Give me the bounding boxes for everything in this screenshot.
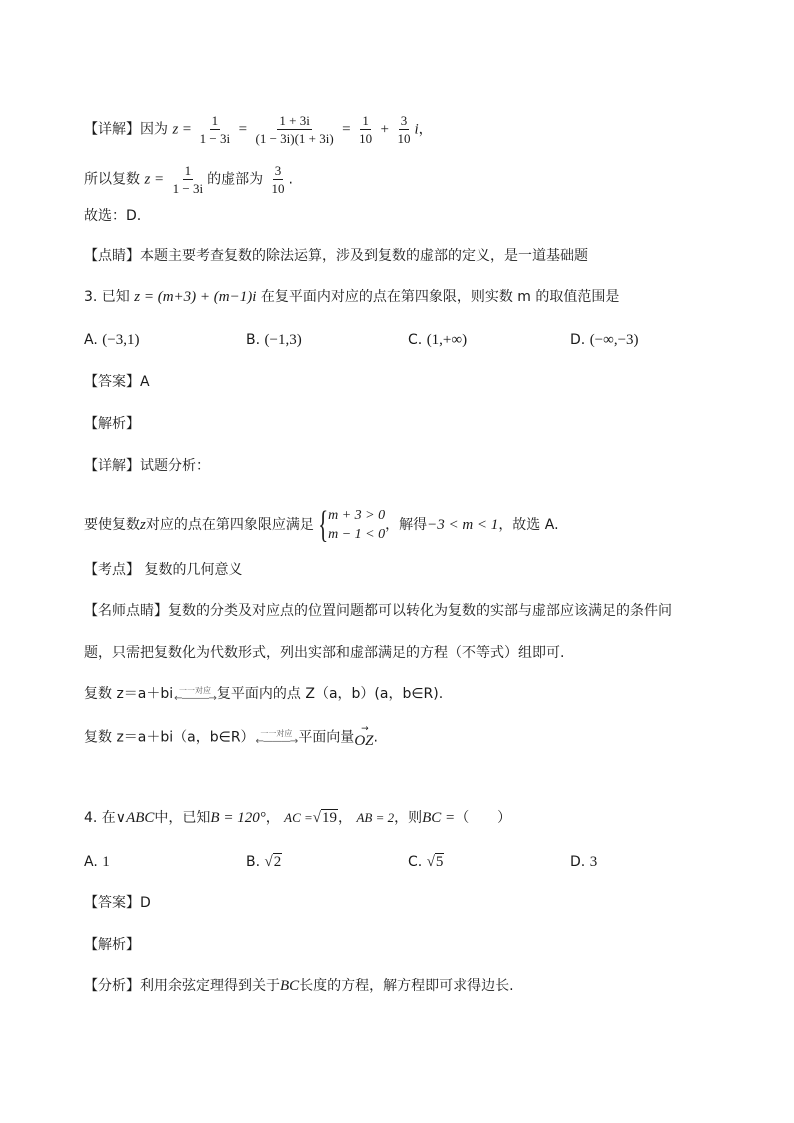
fraction-2: $\frac{1 + 3i}{(1 - 3i)(1 + 3i)}$ xyxy=(255,113,334,146)
fraction-3: $\frac{1}{10}$ xyxy=(359,113,373,146)
q4-analysis: 【解析】 xyxy=(84,937,140,953)
correspondence-arrow-icon: 一一对应 ←———→ xyxy=(174,685,216,704)
q3-option-d[interactable]: D. (−∞,−3) xyxy=(570,332,639,348)
q3-analysis: 【解析】 xyxy=(84,416,140,432)
fraction-z: $\frac{1}{1 - 3i}$ xyxy=(172,163,204,196)
fraction-result: $\frac{3}{10}$ xyxy=(271,163,285,196)
q4-option-a[interactable]: A. 1 xyxy=(84,854,110,870)
q3-option-c[interactable]: C. (1,+∞) xyxy=(408,332,468,348)
question-3-stem: 3. 已知 z = (m+3) + (m−1)i 在复平面内对应的点在第四象限，则实数 m 的取值范围是 xyxy=(84,289,620,305)
fraction-1: $\frac{1}{1 - 3i}$ xyxy=(199,113,231,146)
mapping-vector-line: 复数 z＝a＋bi（a，b∈R） 一一对应 ←———→ 平面向量 → OZ . xyxy=(84,724,378,749)
q3-option-b[interactable]: B. (−1,3) xyxy=(246,332,302,348)
q4-fenxi: 【分析】利用余弦定理得到关于BC长度的方程，解方程即可求得边长. xyxy=(84,978,514,994)
question-4-stem: 4. 在∨ABC中，已知B = 120°， AC =√19， AB = 2，则BC =（ ） xyxy=(84,810,512,826)
q3-kaodian: 【考点】 复数的几何意义 xyxy=(84,562,243,578)
q4-option-c[interactable]: C. √5 xyxy=(408,854,444,870)
explain-formula-line: 【详解】因为 z = $\frac{1}{1 - 3i}$ = $\frac{1 + 3i}{(1 - 3i)(1 + 3i)}$ = $\frac{1}{10}$ + $\frac{3}{10}$ i， xyxy=(84,113,433,146)
inequality-system: { m + 3 > 0 m − 1 < 0 xyxy=(317,504,386,546)
q4-option-b[interactable]: B. √2 xyxy=(246,854,282,870)
because-text: 因为 xyxy=(140,121,168,138)
q3-formula: z = (m+3) + (m−1)i xyxy=(134,289,257,305)
correspondence-arrow-icon-2: 一一对应 ←———→ xyxy=(255,729,298,747)
imaginary-part-line: 所以复数 z = $\frac{1}{1 - 3i}$ 的虚部为 $\frac{3}{10}$ . xyxy=(84,163,293,196)
q3-mingshi-2: 题，只需把复数化为代数形式，列出实部和虚部满足的方程（不等式）组即可. xyxy=(84,645,565,661)
vector-oz: → OZ xyxy=(354,724,374,749)
q3-mingshi-1: 【名师点睛】复数的分类及对应点的位置问题都可以转化为复数的实部与虚部应该满足的条件问 xyxy=(84,603,672,619)
q3-option-a[interactable]: A. (−3,1) xyxy=(84,332,140,348)
q3-solution-line: 要使复数z对应的点在第四象限应满足 { m + 3 > 0 m − 1 < 0 ，解得−3 < m < 1，故选 A. xyxy=(84,504,559,546)
q4-option-d[interactable]: D. 3 xyxy=(570,854,598,870)
choose-line: 故选：D. xyxy=(84,208,142,224)
fraction-4: $\frac{3}{10}$ xyxy=(397,113,411,146)
comment-line: 【点睛】本题主要考查复数的除法运算，涉及到复数的虚部的定义，是一道基础题 xyxy=(84,248,588,264)
var-z: z xyxy=(172,121,179,138)
explain-tag: 【详解】 xyxy=(84,121,140,138)
q3-answer: 【答案】A xyxy=(84,374,150,390)
equals: = xyxy=(182,121,192,138)
sqrt-19: √19 xyxy=(312,810,338,826)
mapping-point-line: 复数 z＝a＋bi 一一对应 ←———→ 复平面内的点 Z（a，b）(a，b∈R). xyxy=(84,685,444,704)
q4-answer: 【答案】D xyxy=(84,895,151,911)
q3-detail: 【详解】试题分析： xyxy=(84,458,210,474)
